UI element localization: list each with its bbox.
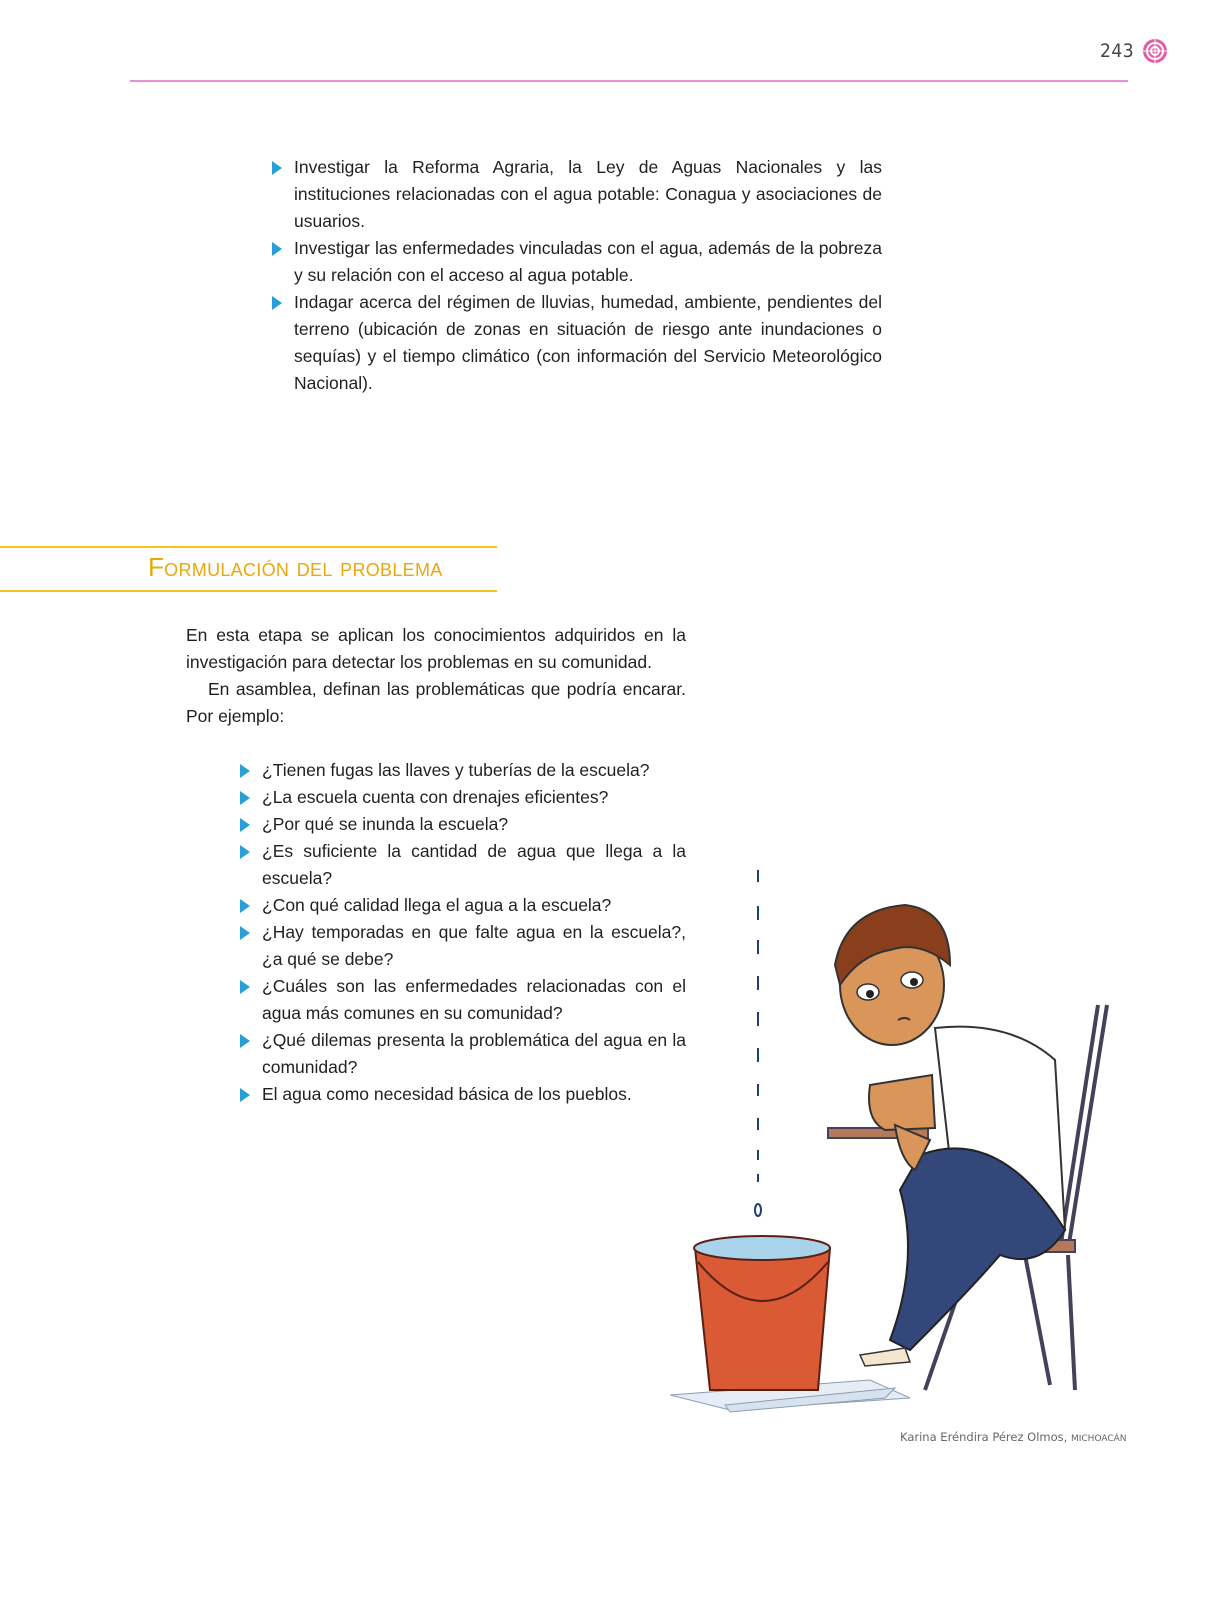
list-item: ¿Con qué calidad llega el agua a la escuela? <box>240 892 686 919</box>
bullet-arrow-icon <box>240 764 250 778</box>
list-item: ¿Cuáles son las enfermedades relacionadas con el agua más comunes en su comunidad? <box>240 973 686 1027</box>
credit-place: MICHOACÁN <box>1070 1434 1127 1444</box>
section-header <box>0 546 500 594</box>
section-body <box>186 622 686 730</box>
list-item: ¿Por qué se inunda la escuela? <box>240 811 686 838</box>
bullet-arrow-icon <box>240 1088 250 1102</box>
list-item: ¿Hay temporadas en que falte agua en la escuela?, ¿a qué se debe? <box>240 919 686 973</box>
credit-name: Karina Eréndira Pérez Olmos, <box>900 1430 1068 1444</box>
bullet-arrow-icon <box>240 818 250 832</box>
illustration-credit <box>900 1430 1127 1444</box>
list-item: ¿La escuela cuenta con drenajes eficientes? <box>240 784 686 811</box>
bullet-arrow-icon <box>272 296 282 310</box>
list-item: ¿Qué dilemas presenta la problemática del agua en la comunidad? <box>240 1027 686 1081</box>
bullet-arrow-icon <box>240 845 250 859</box>
bullet-arrow-icon <box>240 1034 250 1048</box>
header-rule <box>130 80 1128 82</box>
bullet-arrow-icon <box>240 791 250 805</box>
list-item: Investigar la Reforma Agraria, la Ley de Aguas Nacionales y las instituciones relacionadas con el agua potable: Conagua y asociaciones de usuarios. <box>272 154 882 235</box>
water-drop <box>755 1204 761 1216</box>
list-item: ¿Es suficiente la cantidad de agua que llega a la escuela? <box>240 838 686 892</box>
research-bullet-list <box>272 154 882 397</box>
list-item: El agua como necesidad básica de los pueblos. <box>240 1081 686 1108</box>
bullet-arrow-icon <box>240 899 250 913</box>
section-title: Formulación del problema <box>148 552 443 582</box>
bullet-arrow-icon <box>272 161 282 175</box>
list-item: Investigar las enfermedades vinculadas con el agua, además de la pobreza y su relación con el acceso al agua potable. <box>272 235 882 289</box>
paragraph: En esta etapa se aplican los conocimientos adquiridos en la investigación para detectar los problemas en su comunidad. <box>186 625 686 672</box>
section-rule-top <box>0 546 497 548</box>
question-list <box>240 757 686 1108</box>
bullet-arrow-icon <box>240 980 250 994</box>
list-item: ¿Tienen fugas las llaves y tuberías de la escuela? <box>240 757 686 784</box>
paragraph: En asamblea, definan las problemáticas que podría encarar. Por ejemplo: <box>186 679 686 726</box>
bucket <box>694 1236 830 1390</box>
bullet-arrow-icon <box>272 242 282 256</box>
list-item: Indagar acerca del régimen de lluvias, humedad, ambiente, pendientes del terreno (ubicación de zonas en situación de riesgo ante inundaciones o sequías) y el tiempo climático (con información del Servicio Meteorológico Nacional). <box>272 289 882 397</box>
student-bucket-illustration <box>670 870 1150 1430</box>
page-number: 243 <box>1100 40 1135 62</box>
decorative-spiral-icon <box>1140 36 1170 66</box>
bullet-arrow-icon <box>240 926 250 940</box>
section-rule-bottom <box>0 590 497 592</box>
